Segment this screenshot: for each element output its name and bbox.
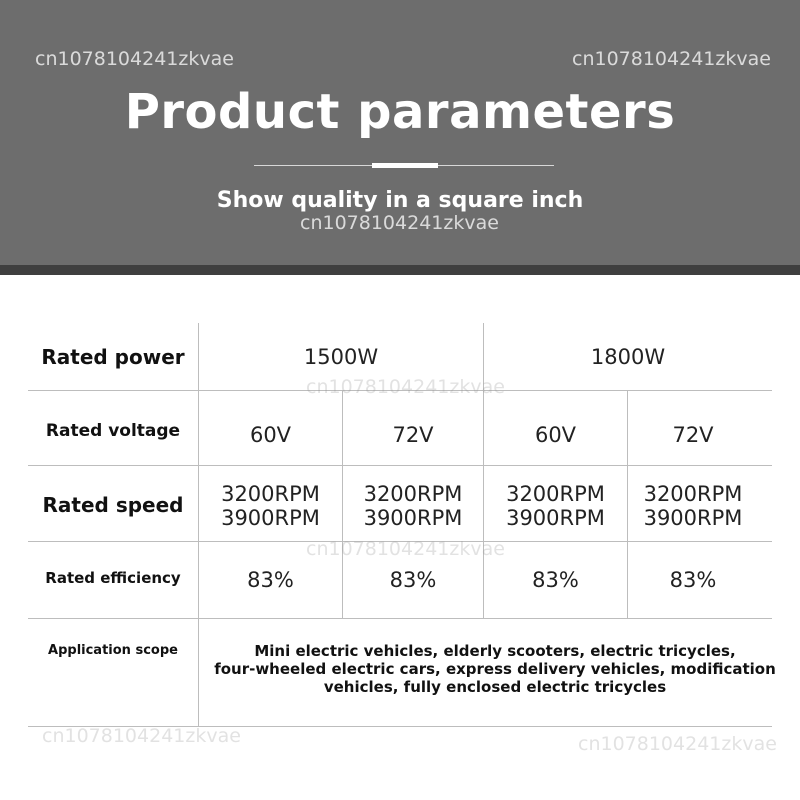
table-cell: 83% bbox=[532, 568, 579, 592]
table-cell: 60V bbox=[249, 423, 292, 447]
speed-value: 3200RPM bbox=[643, 482, 743, 506]
watermark: cn1078104241zkvae bbox=[35, 48, 234, 70]
speed-value: 3900RPM bbox=[221, 506, 320, 530]
row-label-rated-speed: Rated speed bbox=[42, 493, 184, 517]
page-title: Product parameters bbox=[124, 84, 676, 140]
scope-line: four-wheeled electric cars, express delivery vehicles, modification bbox=[214, 660, 776, 678]
table-cell: 60V bbox=[534, 423, 577, 447]
watermark: cn1078104241zkvae bbox=[300, 212, 499, 234]
watermark: cn1078104241zkvae bbox=[572, 48, 771, 70]
title-divider-accent bbox=[372, 163, 438, 168]
table-cell: 83% bbox=[389, 568, 437, 592]
table-cell: 83% bbox=[669, 568, 717, 592]
watermark: cn1078104241zkvae bbox=[306, 538, 505, 560]
table-cell: 83% bbox=[247, 568, 294, 592]
row-label-rated-power: Rated power bbox=[41, 345, 185, 369]
table-cell: 1500W bbox=[303, 345, 379, 369]
watermark: cn1078104241zkvae bbox=[42, 725, 241, 747]
row-label-rated-efficiency: Rated efficiency bbox=[45, 569, 181, 587]
row-label-rated-voltage: Rated voltage bbox=[45, 421, 181, 441]
table-cell bbox=[484, 482, 627, 530]
header-band bbox=[0, 265, 800, 275]
table-cell bbox=[199, 482, 342, 530]
watermark: cn1078104241zkvae bbox=[578, 733, 777, 755]
scope-line: vehicles, fully enclosed electric tricycles bbox=[323, 678, 667, 696]
scope-line: Mini electric vehicles, elderly scooters, electric tricycles, bbox=[254, 642, 736, 660]
table-cell bbox=[343, 482, 483, 530]
speed-value: 3900RPM bbox=[363, 506, 463, 530]
table-cell: 1800W bbox=[590, 345, 666, 369]
page-subtitle: Show quality in a square inch bbox=[216, 188, 584, 213]
table-rule bbox=[28, 465, 772, 466]
table-cell bbox=[628, 482, 758, 530]
speed-value: 3900RPM bbox=[643, 506, 743, 530]
speed-value: 3200RPM bbox=[221, 482, 320, 506]
table-cell: 72V bbox=[672, 423, 714, 447]
speed-value: 3200RPM bbox=[363, 482, 463, 506]
application-scope-text bbox=[210, 642, 780, 696]
speed-value: 3200RPM bbox=[506, 482, 605, 506]
row-label-application-scope: Application scope bbox=[48, 643, 178, 658]
table-rule bbox=[28, 618, 772, 619]
speed-value: 3900RPM bbox=[506, 506, 605, 530]
table-cell: 72V bbox=[392, 423, 434, 447]
watermark: cn1078104241zkvae bbox=[306, 376, 505, 398]
